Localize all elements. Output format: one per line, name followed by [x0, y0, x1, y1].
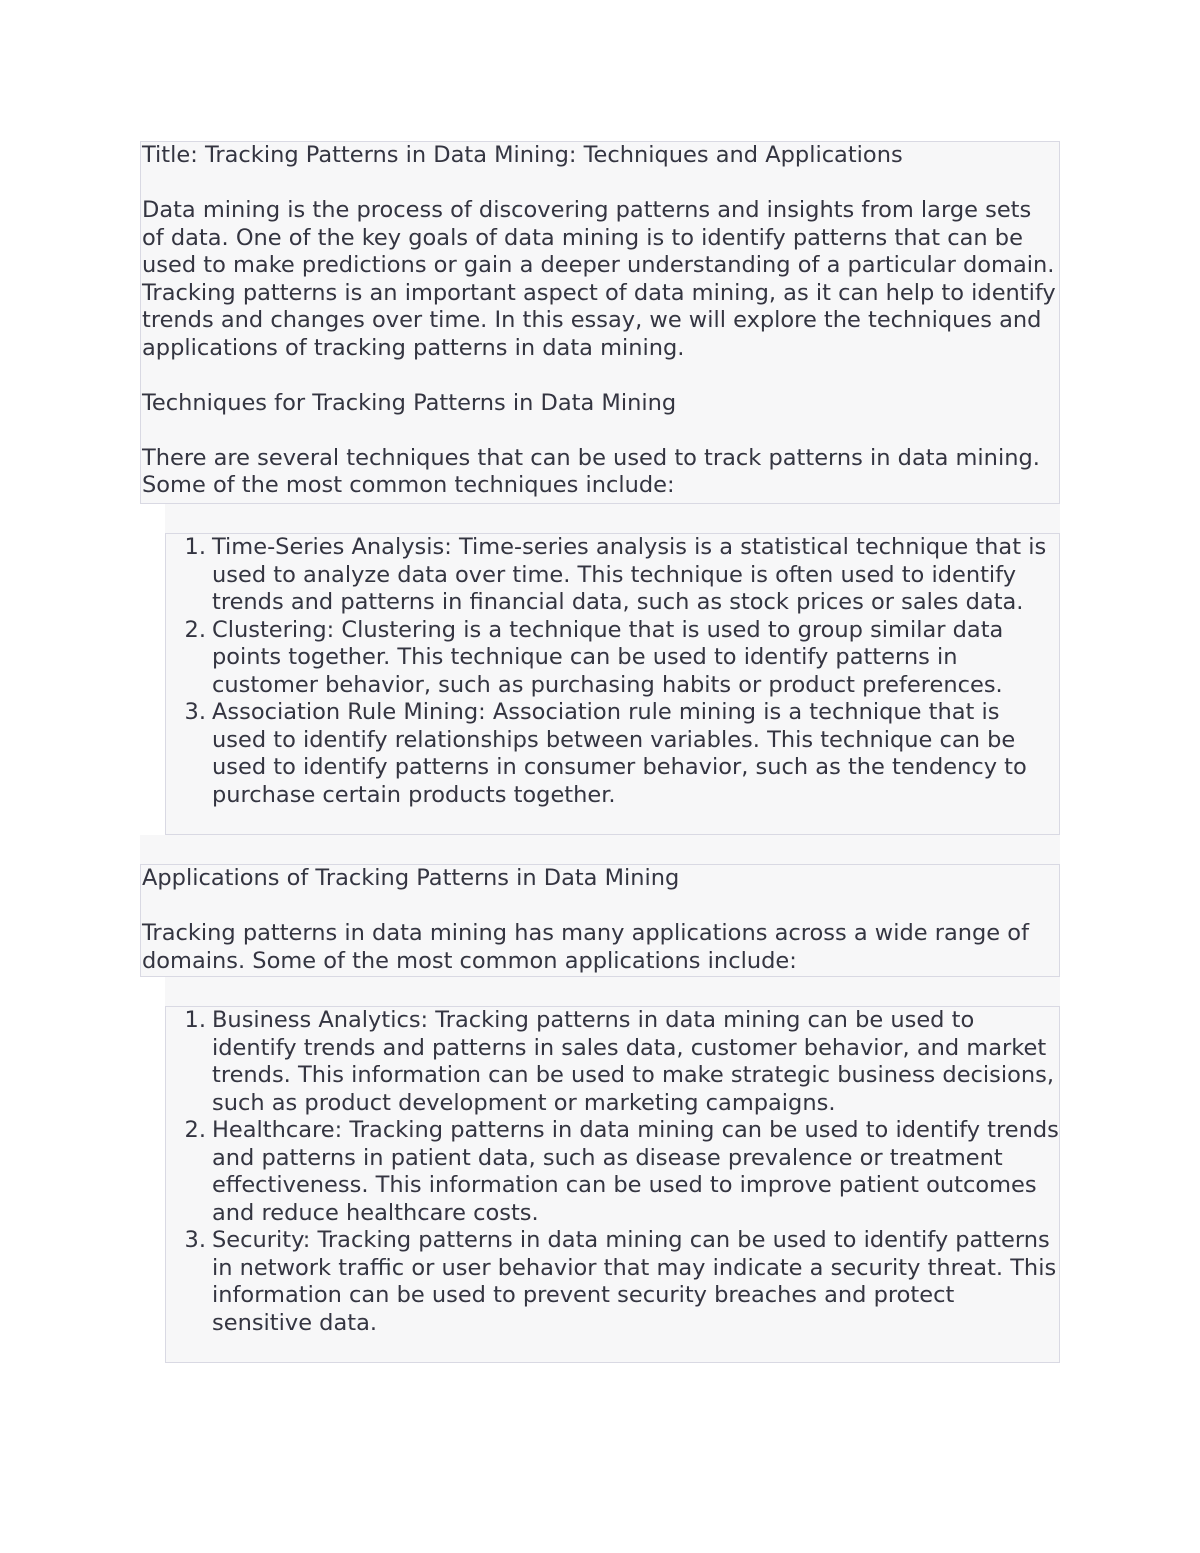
list-item	[166, 699, 1059, 809]
list-item-text: Security: Tracking patterns in data mining can be used to identify patterns in network traffic or user behavior that may indicate a security threat. This information can be used to prevent security breaches and protect sensitive data.	[212, 1227, 1057, 1336]
list-item	[166, 1117, 1059, 1227]
list-item	[166, 534, 1059, 617]
techniques-list	[166, 534, 1059, 809]
list-item	[166, 1007, 1059, 1117]
list-item	[166, 617, 1059, 700]
list-item-text: Association Rule Mining: Association rule mining is a technique that is used to identify relationships between variables. This technique can be used to identify patterns in consumer behavior, such as the tendency to purchase certain products together.	[212, 699, 1027, 808]
applications-heading: Applications of Tracking Patterns in Data Mining	[142, 865, 680, 891]
essay-title: Title: Tracking Patterns in Data Mining: Techniques and Applications	[142, 142, 903, 168]
separator-strip	[165, 977, 1060, 1006]
list-item-text: Clustering: Clustering is a technique that is used to group similar data points together. This technique can be used to identify patterns in customer behavior, such as purchasing habits or product preferences.	[212, 616, 1004, 698]
applications-list-block	[165, 1006, 1060, 1363]
list-item-number: 2.	[184, 1117, 206, 1143]
list-item-number: 1.	[184, 1007, 206, 1033]
list-item-number: 3.	[184, 1227, 206, 1253]
separator-strip	[140, 835, 1060, 864]
applications-list	[166, 1007, 1059, 1337]
list-item-number: 3.	[184, 699, 206, 725]
list-item-number: 2.	[184, 616, 206, 643]
intro-block	[140, 141, 1060, 504]
intro-paragraph: Data mining is the process of discovering patterns and insights from large sets of data. One of the key goals of data mining is to identify patterns that can be used to make predictions or gain a deeper understanding of a particular domain. Tracking patterns is an important aspect of data mining, as it can help to identify trends and changes over time. In this essay, we will explore the techniques and applications of tracking patterns in data mining.	[142, 197, 1056, 361]
applications-lead: Tracking patterns in data mining has many applications across a wide range of domains. Some of the most common applications include:	[142, 920, 1029, 974]
list-item-text: Time-Series Analysis: Time-series analysis is a statistical technique that is used to analyze data over time. This technique is often used to identify trends and patterns in financial data, such as stock prices or sales data.	[212, 534, 1047, 615]
separator-strip	[165, 504, 1060, 533]
techniques-lead: There are several techniques that can be used to track patterns in data mining. Some of the most common techniques include:	[142, 444, 1040, 498]
list-item-number: 1.	[184, 534, 206, 560]
techniques-list-block	[165, 533, 1060, 835]
applications-intro-block	[140, 864, 1060, 977]
list-item-text: Business Analytics: Tracking patterns in data mining can be used to identify trends and patterns in sales data, customer behavior, and market trends. This information can be used to make strategic business decisions, such as product development or marketing campaigns.	[212, 1007, 1055, 1116]
list-item-text: Healthcare: Tracking patterns in data mining can be used to identify trends and patterns in patient data, such as disease prevalence or treatment effectiveness. This information can be used to improve patient outcomes and reduce healthcare costs.	[212, 1117, 1059, 1226]
techniques-heading: Techniques for Tracking Patterns in Data Mining	[142, 389, 677, 416]
list-item	[166, 1227, 1059, 1337]
